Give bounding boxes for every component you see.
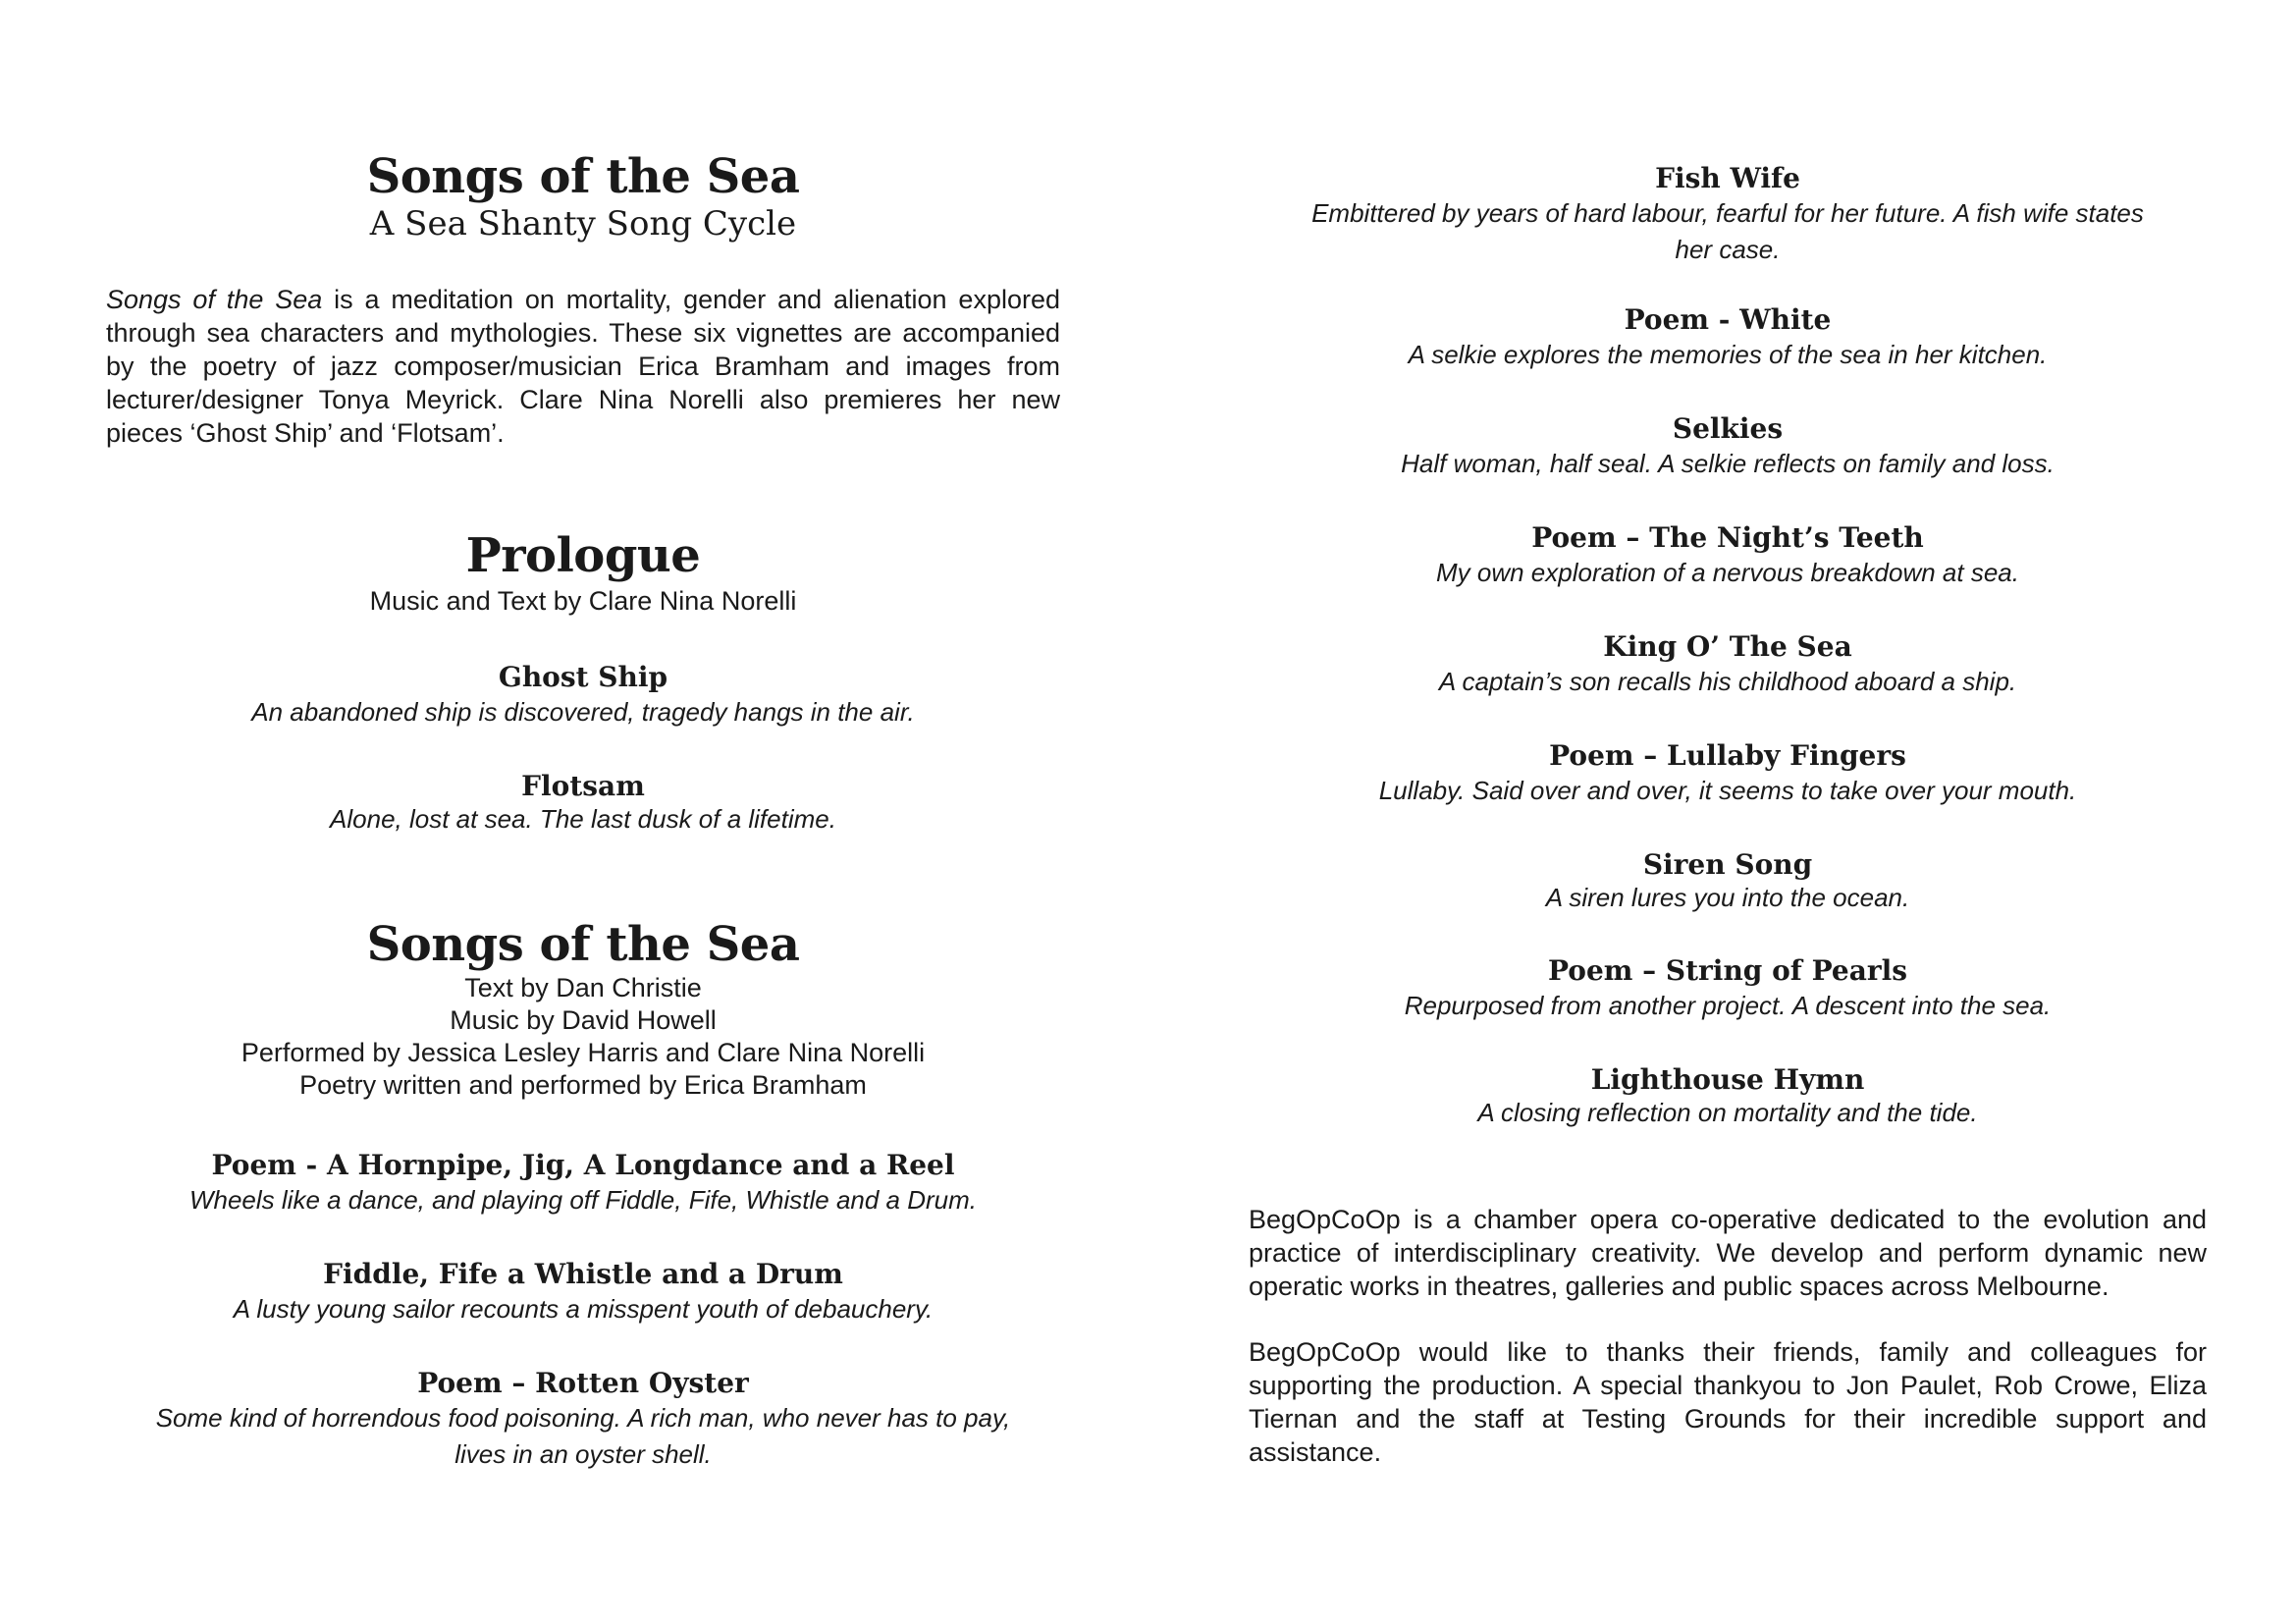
piece-description: A captain’s son recalls his childhood aboard a ship. [1438,667,2017,696]
piece-string-of-pearls [1249,954,2207,1024]
piece-title: Siren Song [1642,848,1813,881]
piece-description: Lullaby. Said over and over, it seems to take over your mouth. [1378,776,2077,805]
piece-nights-teeth [1249,521,2207,591]
piece-lighthouse-hymn [1249,1063,2207,1128]
piece-title: Poem – String of Pearls [1547,954,1908,987]
piece-title: Selkies [1672,412,1784,445]
prologue-title: Prologue [465,528,701,583]
piece-title: Poem – Rotten Oyster [417,1367,749,1399]
piece-title: Fiddle, Fife a Whistle and a Drum [323,1258,843,1290]
piece-title: King O’ The Sea [1603,630,1852,663]
piece-fiddle-fife [106,1258,1060,1327]
piece-title: Ghost Ship [498,661,668,693]
piece-description: Repurposed from another project. A descent into the sea. [1404,991,2052,1020]
piece-rotten-oyster [106,1367,1060,1473]
piece-flotsam [106,770,1060,835]
piece-title: Fish Wife [1655,162,1800,194]
piece-title: Lighthouse Hymn [1590,1063,1865,1096]
piece-description-line1: Embittered by years of hard labour, fearful for her future. A fish wife states [1311,198,2144,228]
about-paragraph: BegOpCoOp is a chamber opera co-operative dedicated to the evolution and practice of interdisciplinary creativity. We develop and perform dynamic new operatic works in theatres, galleries and public spaces across Melbourne. [1249,1205,2207,1301]
piece-fish-wife [1249,162,2207,268]
title-block [106,149,1060,244]
songs-credit-text: Text by Dan Christie [464,973,702,1002]
songs-title: Songs of the Sea [366,917,800,972]
piece-description: An abandoned ship is discovered, tragedy hangs in the air. [251,697,915,727]
page-title: Songs of the Sea [366,149,800,204]
piece-description: A siren lures you into the ocean. [1545,883,1910,912]
piece-description: Wheels like a dance, and playing off Fiddle, Fife, Whistle and a Drum. [188,1185,978,1215]
piece-description-line2: lives in an oyster shell. [454,1439,712,1469]
page-subtitle: A Sea Shanty Song Cycle [369,204,797,244]
piece-title: Poem – Lullaby Fingers [1549,739,1906,772]
piece-selkies [1249,412,2207,482]
thanks-paragraph: BegOpCoOp would like to thanks their friends, family and colleagues for supporting the production. A special thankyou to Jon Paulet, Rob Crowe, Eliza Tiernan and the staff at Testing Grounds for their incredible support and assistance. [1249,1337,2207,1467]
piece-title: Poem – The Night’s Teeth [1531,521,1924,554]
piece-title: Poem - White [1624,303,1832,336]
songs-credit-music: Music by David Howell [450,1005,717,1035]
piece-description-line2: her case. [1675,235,1781,264]
piece-description: Alone, lost at sea. The last dusk of a lifetime. [330,804,836,834]
intro-italic-title: Songs of the Sea [106,285,323,314]
intro-paragraph [106,283,1060,450]
songs-credit-poetry: Poetry written and performed by Erica Bramham [299,1070,867,1100]
piece-poem-white [1249,303,2207,373]
piece-description: A selkie explores the memories of the sea in her kitchen. [1408,340,2048,369]
songs-credit-performed: Performed by Jessica Lesley Harris and Clare Nina Norelli [240,1038,926,1067]
songs-section [106,917,1060,1102]
piece-king-o-the-sea [1249,630,2207,700]
piece-description: My own exploration of a nervous breakdown at sea. [1435,558,2019,587]
piece-hornpipe [106,1149,1060,1218]
piece-description: A lusty young sailor recounts a misspent youth of debauchery. [233,1294,934,1324]
piece-description: Half woman, half seal. A selkie reflects on family and loss. [1401,449,2055,478]
piece-title: Poem - A Hornpipe, Jig, A Longdance and a Reel [211,1149,955,1181]
piece-title: Flotsam [521,770,645,802]
piece-description-line1: Some kind of horrendous food poisoning. A rich man, who never has to pay, [155,1403,1011,1433]
piece-description: A closing reflection on mortality and the tide. [1477,1098,1978,1127]
piece-lullaby-fingers [1249,739,2207,809]
prologue-credit: Music and Text by Clare Nina Norelli [369,586,797,616]
piece-ghost-ship [106,661,1060,731]
prologue-section [106,528,1060,618]
intro-text: is a meditation on mortality, gender and alienation explored through sea characters and mythologies. These six vignettes are accompanied by the poetry of jazz composer/musician Erica Bramham and images from lecturer/designer Tonya Meyrick. Clare Nina Norelli also premieres her new pieces ‘Ghost Ship’ and ‘Flotsam’. [106,285,1060,448]
piece-siren-song [1249,848,2207,913]
